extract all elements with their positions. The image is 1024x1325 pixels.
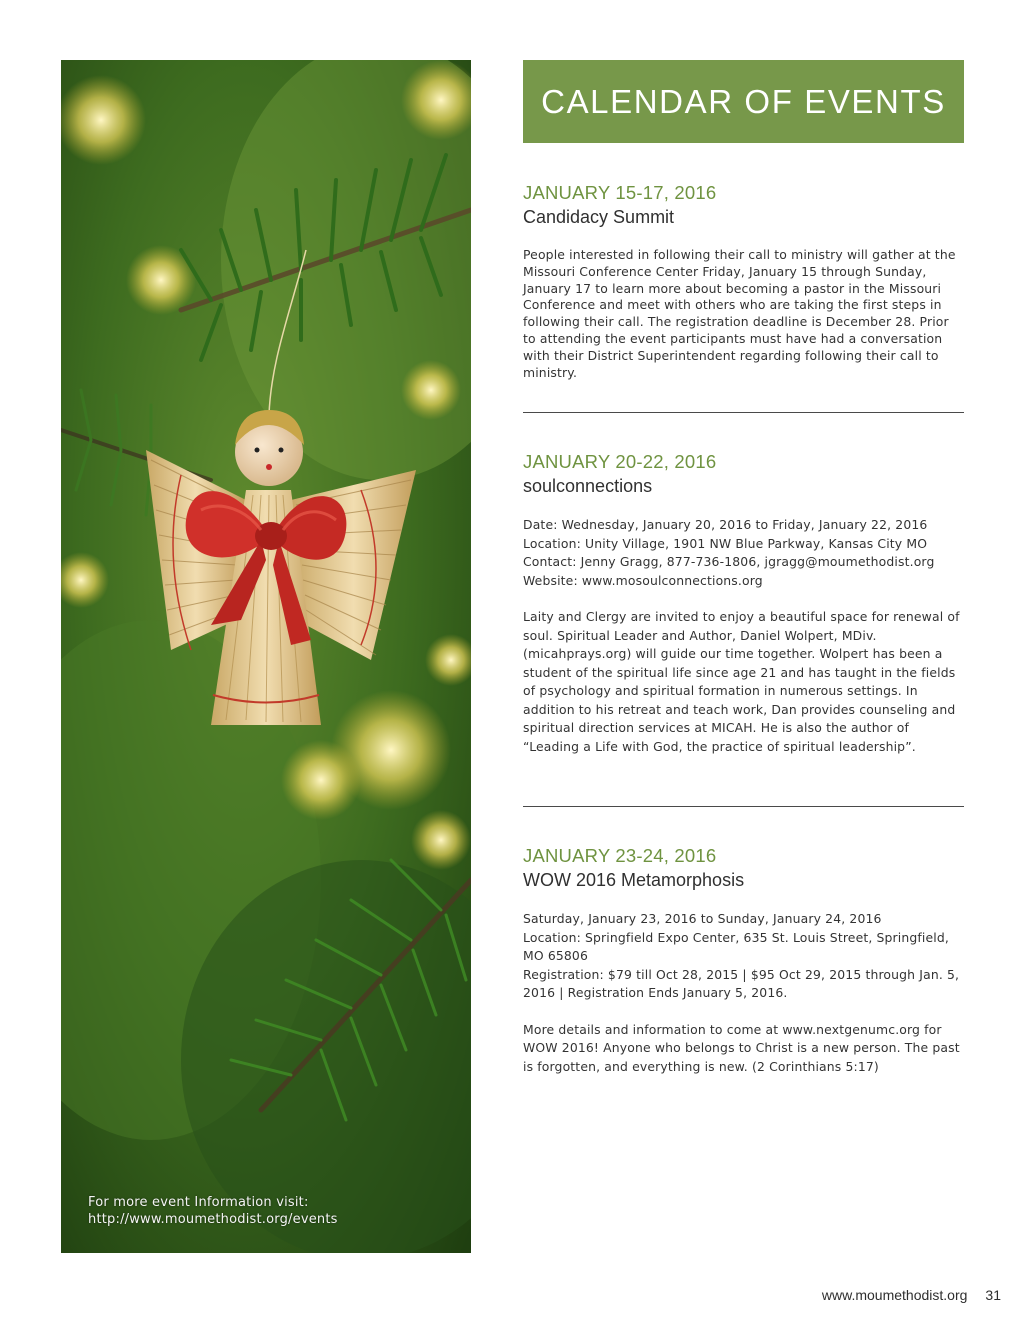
event-entry [523,845,964,1076]
event-paragraph: Laity and Clergy are invited to enjoy a beautiful space for renewal of soul. Spiritual Leader and Author, Daniel Wolpert, MDiv. (micahprays.org) will guide our time together. Wolpert has been a student of the spiritual life since age 21 and has taught in the fields of psychology and spiritual formation in numerous settings. In addition to his retreat and teach work, Dan provides counseling and spiritual direction services at MICAH. He is also the author of “Leading a Life with God, the practice of spiritual leadership”. [523,609,960,754]
event-date: JANUARY 15-17, 2016 [523,182,717,203]
section-divider [523,412,964,413]
event-detail-line: Date: Wednesday, January 20, 2016 to Friday, January 22, 2016 [523,517,928,532]
event-paragraph: People interested in following their call to ministry will gather at the Missouri Conference Center Friday, January 15 through Sunday, January 17 to learn more about becoming a pastor in the Missouri Conference and meet with others who are taking the first steps in following their call. The registration deadline is December 28. Prior to attending the event participants must have had a conversation with their District Superintendent regarding following their call to ministry. [523,247,956,380]
event-description [523,516,964,756]
footer-url[interactable]: www.moumethodist.org [821,1287,968,1303]
page-footer [822,1287,1001,1303]
event-paragraph: More details and information to come at www.nextgenumc.org for WOW 2016! Anyone who belongs to Christ is a new person. The past is forgotten, and everything is new. (2 Corinthians 5:17) [523,1021,960,1074]
event-detail-line: Saturday, January 23, 2016 to Sunday, January 24, 2016 [523,911,882,926]
page-title: CALENDAR OF EVENTS [541,82,946,120]
event-description [523,910,964,1076]
event-title: WOW 2016 Metamorphosis [523,870,745,890]
event-detail-line: Location: Unity Village, 1901 NW Blue Parkway, Kansas City MO [523,535,928,551]
event-detail-line: Location: Springfield Expo Center, 635 St. Louis Street, Springfield, MO 65806 [523,929,949,963]
event-title: soulconnections [523,476,653,496]
event-detail-line: Website: www.mosoulconnections.org [523,572,763,588]
events-link[interactable]: http://www.moumethodist.org/events [88,1212,338,1227]
event-date: JANUARY 20-22, 2016 [523,451,717,472]
christmas-tree-angel-ornament-icon [61,60,471,1253]
page-number: 31 [985,1287,1001,1303]
calendar-header [523,60,964,143]
event-entry [523,182,964,381]
event-description [523,247,964,381]
section-divider [523,806,964,807]
caption-line: For more event Information visit: [88,1195,309,1210]
event-entry [523,451,964,756]
photo-caption [88,1194,448,1228]
christmas-ornament-photo [61,60,471,1253]
event-date: JANUARY 23-24, 2016 [523,845,717,866]
event-detail-line: Contact: Jenny Gragg, 877-736-1806, jgragg@moumethodist.org [523,554,935,569]
event-details [523,910,964,1003]
event-details [523,516,964,590]
event-detail-line: Registration: $79 till Oct 28, 2015 | $95 Oct 29, 2015 through Jan. 5, 2016 | Registration Ends January 5, 2016. [523,966,960,1000]
event-title: Candidacy Summit [523,207,675,227]
